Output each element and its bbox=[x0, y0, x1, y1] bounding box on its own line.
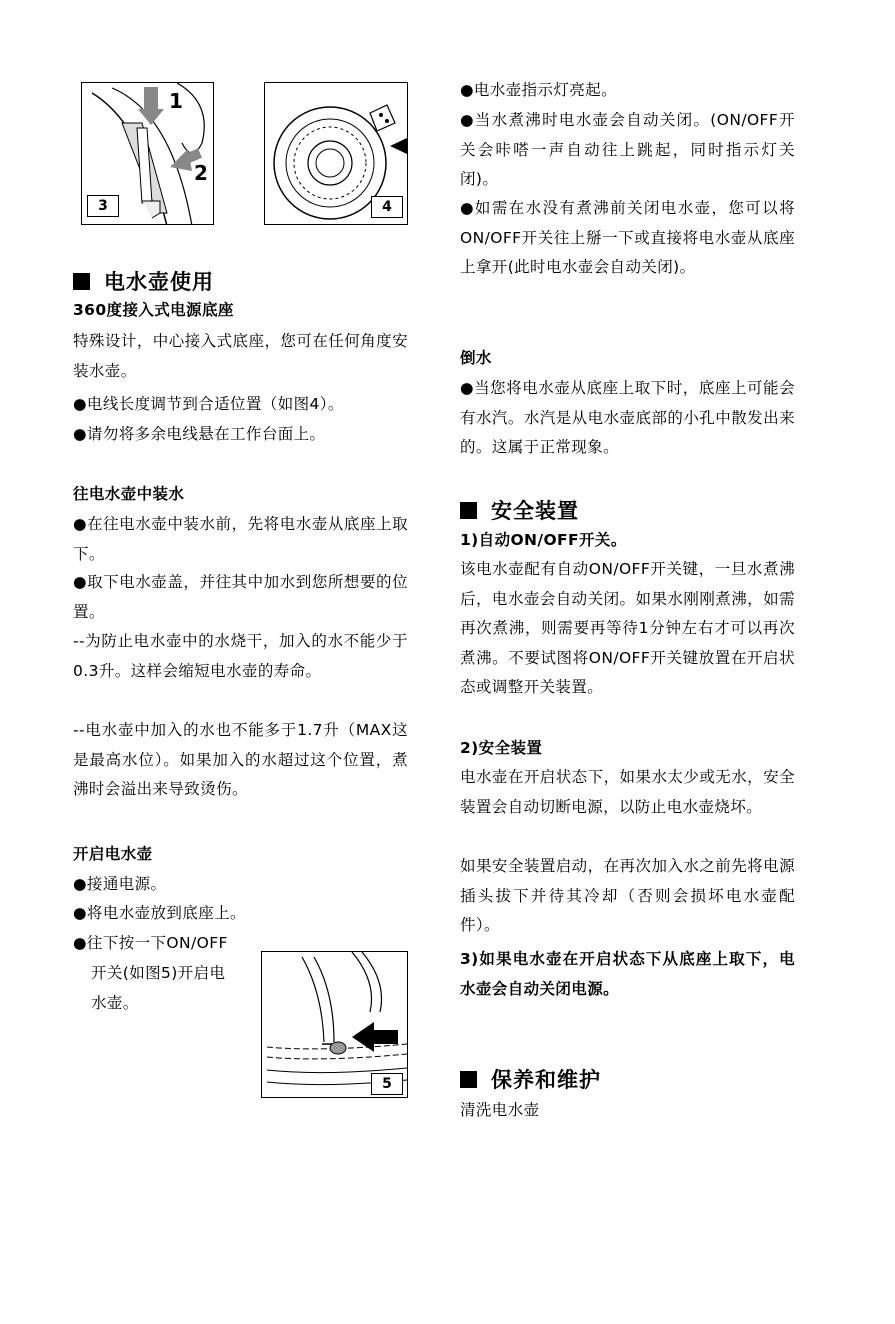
remove-text: 3)如果电水壶在开启状态下从底座上取下，电水壶会自动关闭电源。 bbox=[460, 950, 795, 998]
figure-5-number: 5 bbox=[371, 1073, 403, 1095]
figure-3 bbox=[81, 82, 214, 225]
figure-3-arrow-1-label: 1 bbox=[169, 89, 183, 113]
start-heading: 开启电水壶 bbox=[73, 845, 153, 863]
start-bullet-2: ●将电水壶放到底座上。 bbox=[73, 904, 246, 922]
figure-4-number: 4 bbox=[371, 196, 403, 218]
figure-3-number: 3 bbox=[87, 195, 119, 217]
figure-3-arrow-2-label: 2 bbox=[194, 161, 208, 185]
section-safety bbox=[460, 495, 579, 525]
auto-switch-heading: 1)自动ON/OFF开关。 bbox=[460, 531, 627, 549]
lamp-text: ●电水壶指示灯亮起。 bbox=[460, 81, 618, 99]
base-bullet-1: ●电线长度调节到合适位置（如图4）。 bbox=[73, 395, 344, 413]
care-title: 保养和维护 bbox=[491, 1068, 601, 1092]
fill-bullet-2: ●取下电水壶盖，并往其中加水到您所想要的位置。 bbox=[73, 573, 408, 621]
start-bullet-3-line-3: 水壶。 bbox=[91, 994, 139, 1012]
start-bullet-3-line-2: 开关(如图5)开启电 bbox=[91, 964, 226, 982]
safety-device-text-1: 电水壶在开启状态下，如果水太少或无水，安全装置会自动切断电源，以防止电水壶烧坏。 bbox=[460, 768, 795, 816]
fill-heading: 往电水壶中装水 bbox=[73, 485, 185, 503]
pour-heading: 倒水 bbox=[460, 349, 492, 367]
base-bullet-2: ●请勿将多余电线悬在工作台面上。 bbox=[73, 425, 326, 443]
boil-text: ●当水煮沸时电水壶会自动关闭。(ON/OFF开关会咔嗒一声自动往上跳起，同时指示灯关闭)。 bbox=[460, 111, 795, 188]
section-care bbox=[460, 1064, 601, 1094]
safety-device-heading: 2)安全装置 bbox=[460, 739, 543, 757]
figure-5 bbox=[261, 951, 408, 1098]
fill-note-2: --电水壶中加入的水也不能多于1.7升（MAX这是最高水位）。如果加入的水超过这个位置，煮沸时会溢出来导致烫伤。 bbox=[73, 721, 408, 798]
start-bullet-1: ●接通电源。 bbox=[73, 875, 167, 893]
base-heading: 360度接入式电源底座 bbox=[73, 301, 234, 319]
fill-bullet-1: ●在往电水壶中装水前，先将电水壶从底座上取下。 bbox=[73, 515, 408, 563]
square-bullet-icon bbox=[73, 273, 90, 290]
base-text: 特殊设计，中心接入式底座，您可在任何角度安装水壶。 bbox=[73, 332, 408, 380]
square-bullet-icon bbox=[460, 502, 477, 519]
fill-note-1: --为防止电水壶中的水烧干，加入的水不能少于0.3升。这样会缩短电水壶的寿命。 bbox=[73, 632, 408, 680]
safety-device-text-2: 如果安全装置启动，在再次加入水之前先将电源插头拔下并待其冷却（否则会损坏电水壶配件）。 bbox=[460, 857, 795, 934]
section-kettle-use bbox=[73, 266, 214, 296]
square-bullet-icon bbox=[460, 1071, 477, 1088]
section-title: 电水壶使用 bbox=[104, 270, 214, 294]
safety-title: 安全装置 bbox=[491, 499, 579, 523]
figure-4 bbox=[264, 82, 408, 225]
start-bullet-3-line-1: ●往下按一下ON/OFF bbox=[73, 934, 228, 952]
stop-text: ●如需在水没有煮沸前关闭电水壶，您可以将ON/OFF开关往上掰一下或直接将电水壶从底座上拿开(此时电水壶会自动关闭)。 bbox=[460, 199, 795, 276]
clean-heading: 清洗电水壶 bbox=[460, 1101, 540, 1119]
auto-switch-text: 该电水壶配有自动ON/OFF开关键，一旦水煮沸后，电水壶会自动关闭。如果水刚刚煮沸，如需再次煮沸，则需要再等待1分钟左右才可以再次煮沸。不要试图将ON/OFF开关键放置在开启状态或调整开关装置。 bbox=[460, 560, 795, 696]
pour-text: ●当您将电水壶从底座上取下时，底座上可能会有水汽。水汽是从电水壶底部的小孔中散发出来的。这属于正常现象。 bbox=[460, 379, 795, 456]
